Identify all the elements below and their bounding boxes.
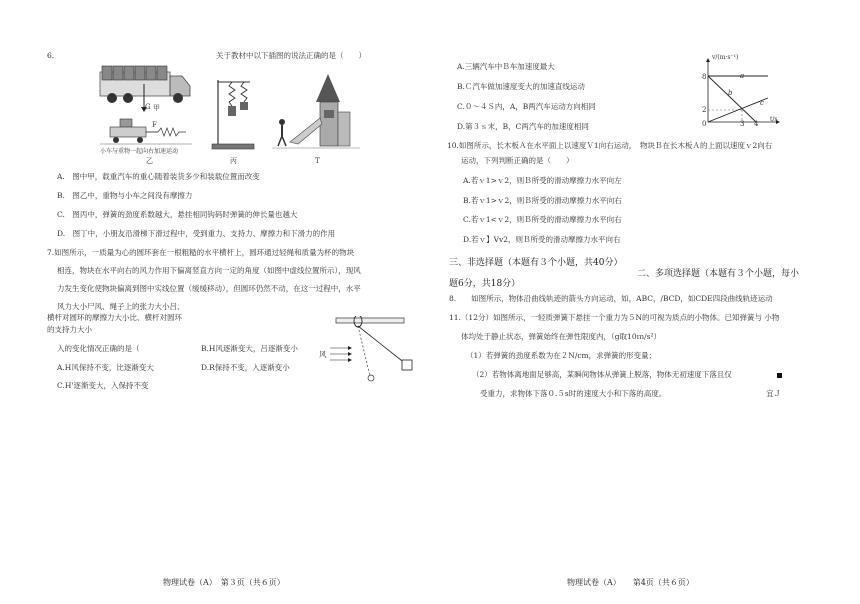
q8-text: 8. 如图所示，物体沿曲线轨迹的箭头方向运动，如，ABC，/BCD，如CDE四段曲线轨迹运动 xyxy=(449,294,773,303)
truck-figure-label: 甲 xyxy=(153,104,160,112)
cart-figure xyxy=(100,117,192,149)
q6-number: 6. xyxy=(47,51,55,60)
graph-x-axis-label: t/s xyxy=(770,116,778,123)
slide-figure-label: T xyxy=(315,157,320,165)
q9-option-d: D.第３ｓ末，B，C两汽车的加速度相同 xyxy=(457,122,589,131)
q10-option-d: D.若ｖ】Vv2，则Ｂ所受的滑动摩擦力水平向右 xyxy=(463,235,621,244)
graph-tick-y-8: 8 xyxy=(702,73,707,81)
q10-option-c: C.若ｖ1<ｖ2，则Ｂ所受的滑动摩擦力水平向右 xyxy=(463,215,622,224)
ring-rod-figure xyxy=(316,316,416,386)
spring-stand-figure xyxy=(210,76,260,152)
q7-line-6: 的支持力大小 xyxy=(47,325,92,334)
graph-tick-x-3: 3 xyxy=(740,120,745,128)
cart-caption: 小车与重物一起向右加速运动 xyxy=(100,148,179,155)
graph-tick-y-2: 2 xyxy=(702,106,707,114)
cart-force-label: F xyxy=(152,121,157,129)
q7-option-c: C.H'逐渐变大，入保持不变 xyxy=(57,381,149,390)
left-page-footer: 物理试卷（A） 第３页（共６页） xyxy=(163,578,285,587)
q7-line-7: 入的变化情况正确的是（ xyxy=(57,344,140,353)
q11-part-2: （2）若物体离地面足够高，某瞬间物体从弹簧上脱落，物体无初速度下落且仅 xyxy=(472,370,732,379)
graph-y-axis-label: v/(m·s⁻¹) xyxy=(712,54,739,61)
q11-part-3: 受重力，求物体下落０.５s时的速度大小和下落的高度。 xyxy=(480,389,667,398)
q11-line-1: 11.（12分）如图所示，一轻质弹簧下悬挂一个重力为５N的可视为质点的小物体。已知弹簧与 小物 xyxy=(449,313,780,322)
section-2-heading: 二、多项选择题（本题有３个小题，每小 xyxy=(637,269,800,279)
cart-figure-label: 乙 xyxy=(146,157,153,165)
q7-option-a: A.H风保持不变，比逐渐变大 xyxy=(57,363,154,372)
graph-line-label-a: a xyxy=(740,72,745,80)
spring-figure-label: 丙 xyxy=(230,157,237,165)
graph-line-label-c: c xyxy=(760,99,764,107)
q6-option-b: B. 图乙中，重物与小车之间没有摩擦力 xyxy=(57,191,193,200)
q6-option-a: A. 图中甲，载重汽车的重心随着装货多少和装载位置而改变 xyxy=(57,172,260,181)
q9-option-b: B.Ｃ汽车做加速度变大的加速直线运动 xyxy=(457,82,585,91)
q9-option-a: A.三辆汽车中Ｂ车加速度最大 xyxy=(457,62,555,71)
q7-option-b: B.H风逐渐变大，吕逐渐变小 xyxy=(201,344,298,353)
square-mark xyxy=(777,373,782,378)
q11-line-2: 体均处于静止状态，弹簧始终在弹性限度内，（g取10ｍ/s²） xyxy=(461,332,661,341)
q6-option-d: D. 图丁中，小朋友沿滑梯下滑过程中，受到重力、支持力、摩擦力和下滑力的作用 xyxy=(57,229,336,238)
graph-tick-x-4: 4 xyxy=(754,120,759,128)
q6-stem: 关于教材中以下插图的说法正确的是（ ） xyxy=(216,51,366,60)
q6-option-c: C. 图丙中，弹簧的劲度系数越大，悬挂相同钩码时弹簧的伸长量也越大 xyxy=(57,210,298,219)
q10-line-1: 10.如图所示，长木板Ａ在水平面上以速度Ｖ1向右运动， 物块Ｂ在长木板Ａ的上面以速度ｖ2向右 xyxy=(447,141,773,150)
truck-gravity-label: G xyxy=(145,103,151,111)
q9-option-c: C.０～４Ｓ内，A，B两汽车运动方向相同 xyxy=(457,102,596,111)
q11-part-1: （1）若弹簧的劲度系数为在２N/cm，求弹簧的形变量； xyxy=(466,351,657,360)
section-3-heading-cont: 题6分，共18分） xyxy=(449,279,521,289)
q7-line-1: 7.如图所示，一质量为心的圆环套在一根粗糙的水平横杆上，圆环通过轻绳和质量为杯的物块 xyxy=(47,248,355,257)
graph-tick-x-0: 0 xyxy=(702,120,707,128)
vt-graph xyxy=(698,58,780,132)
q11-side-note: 宜Ｊ xyxy=(766,389,781,398)
right-page-footer: 物理试卷（A） 第4页（共６页） xyxy=(567,578,694,587)
slide-figure xyxy=(272,72,360,154)
section-3-heading: 三、非选择题（本题有３个小题，共40分） xyxy=(449,258,623,268)
graph-line-label-b: b xyxy=(728,89,733,97)
wind-label: 风 xyxy=(319,350,327,359)
q7-line-3: 力发生变化使物块偏离到图中实线位置（缓缓移动），但圆环仍然不动，在这一过程中，水平 xyxy=(57,284,361,293)
q7-line-2: 相连，物块在水平向右的风力作用下偏离竖直方向一定的角度（如图中虚线位置所示），现风 xyxy=(57,266,361,275)
q7-line-5: 横杆对圆环的摩擦力大小比、横杆对圆环 xyxy=(47,313,182,322)
q7-option-d: D.R保持不变，入逐渐变小 xyxy=(201,363,290,372)
q10-option-a: A.若ｖ1>ｖ2，则Ｂ所受的滑动摩擦力水平向左 xyxy=(463,176,622,185)
q7-line-4: 风力大小尸风、绳子上的张力大小吕、 xyxy=(57,302,185,311)
q10-line-2: 运动，下列判断正确的是（ ） xyxy=(461,156,574,165)
q10-option-b: B.若ｖ1>ｖ2，则Ｂ所受的滑动摩擦力水平向右 xyxy=(463,196,622,205)
